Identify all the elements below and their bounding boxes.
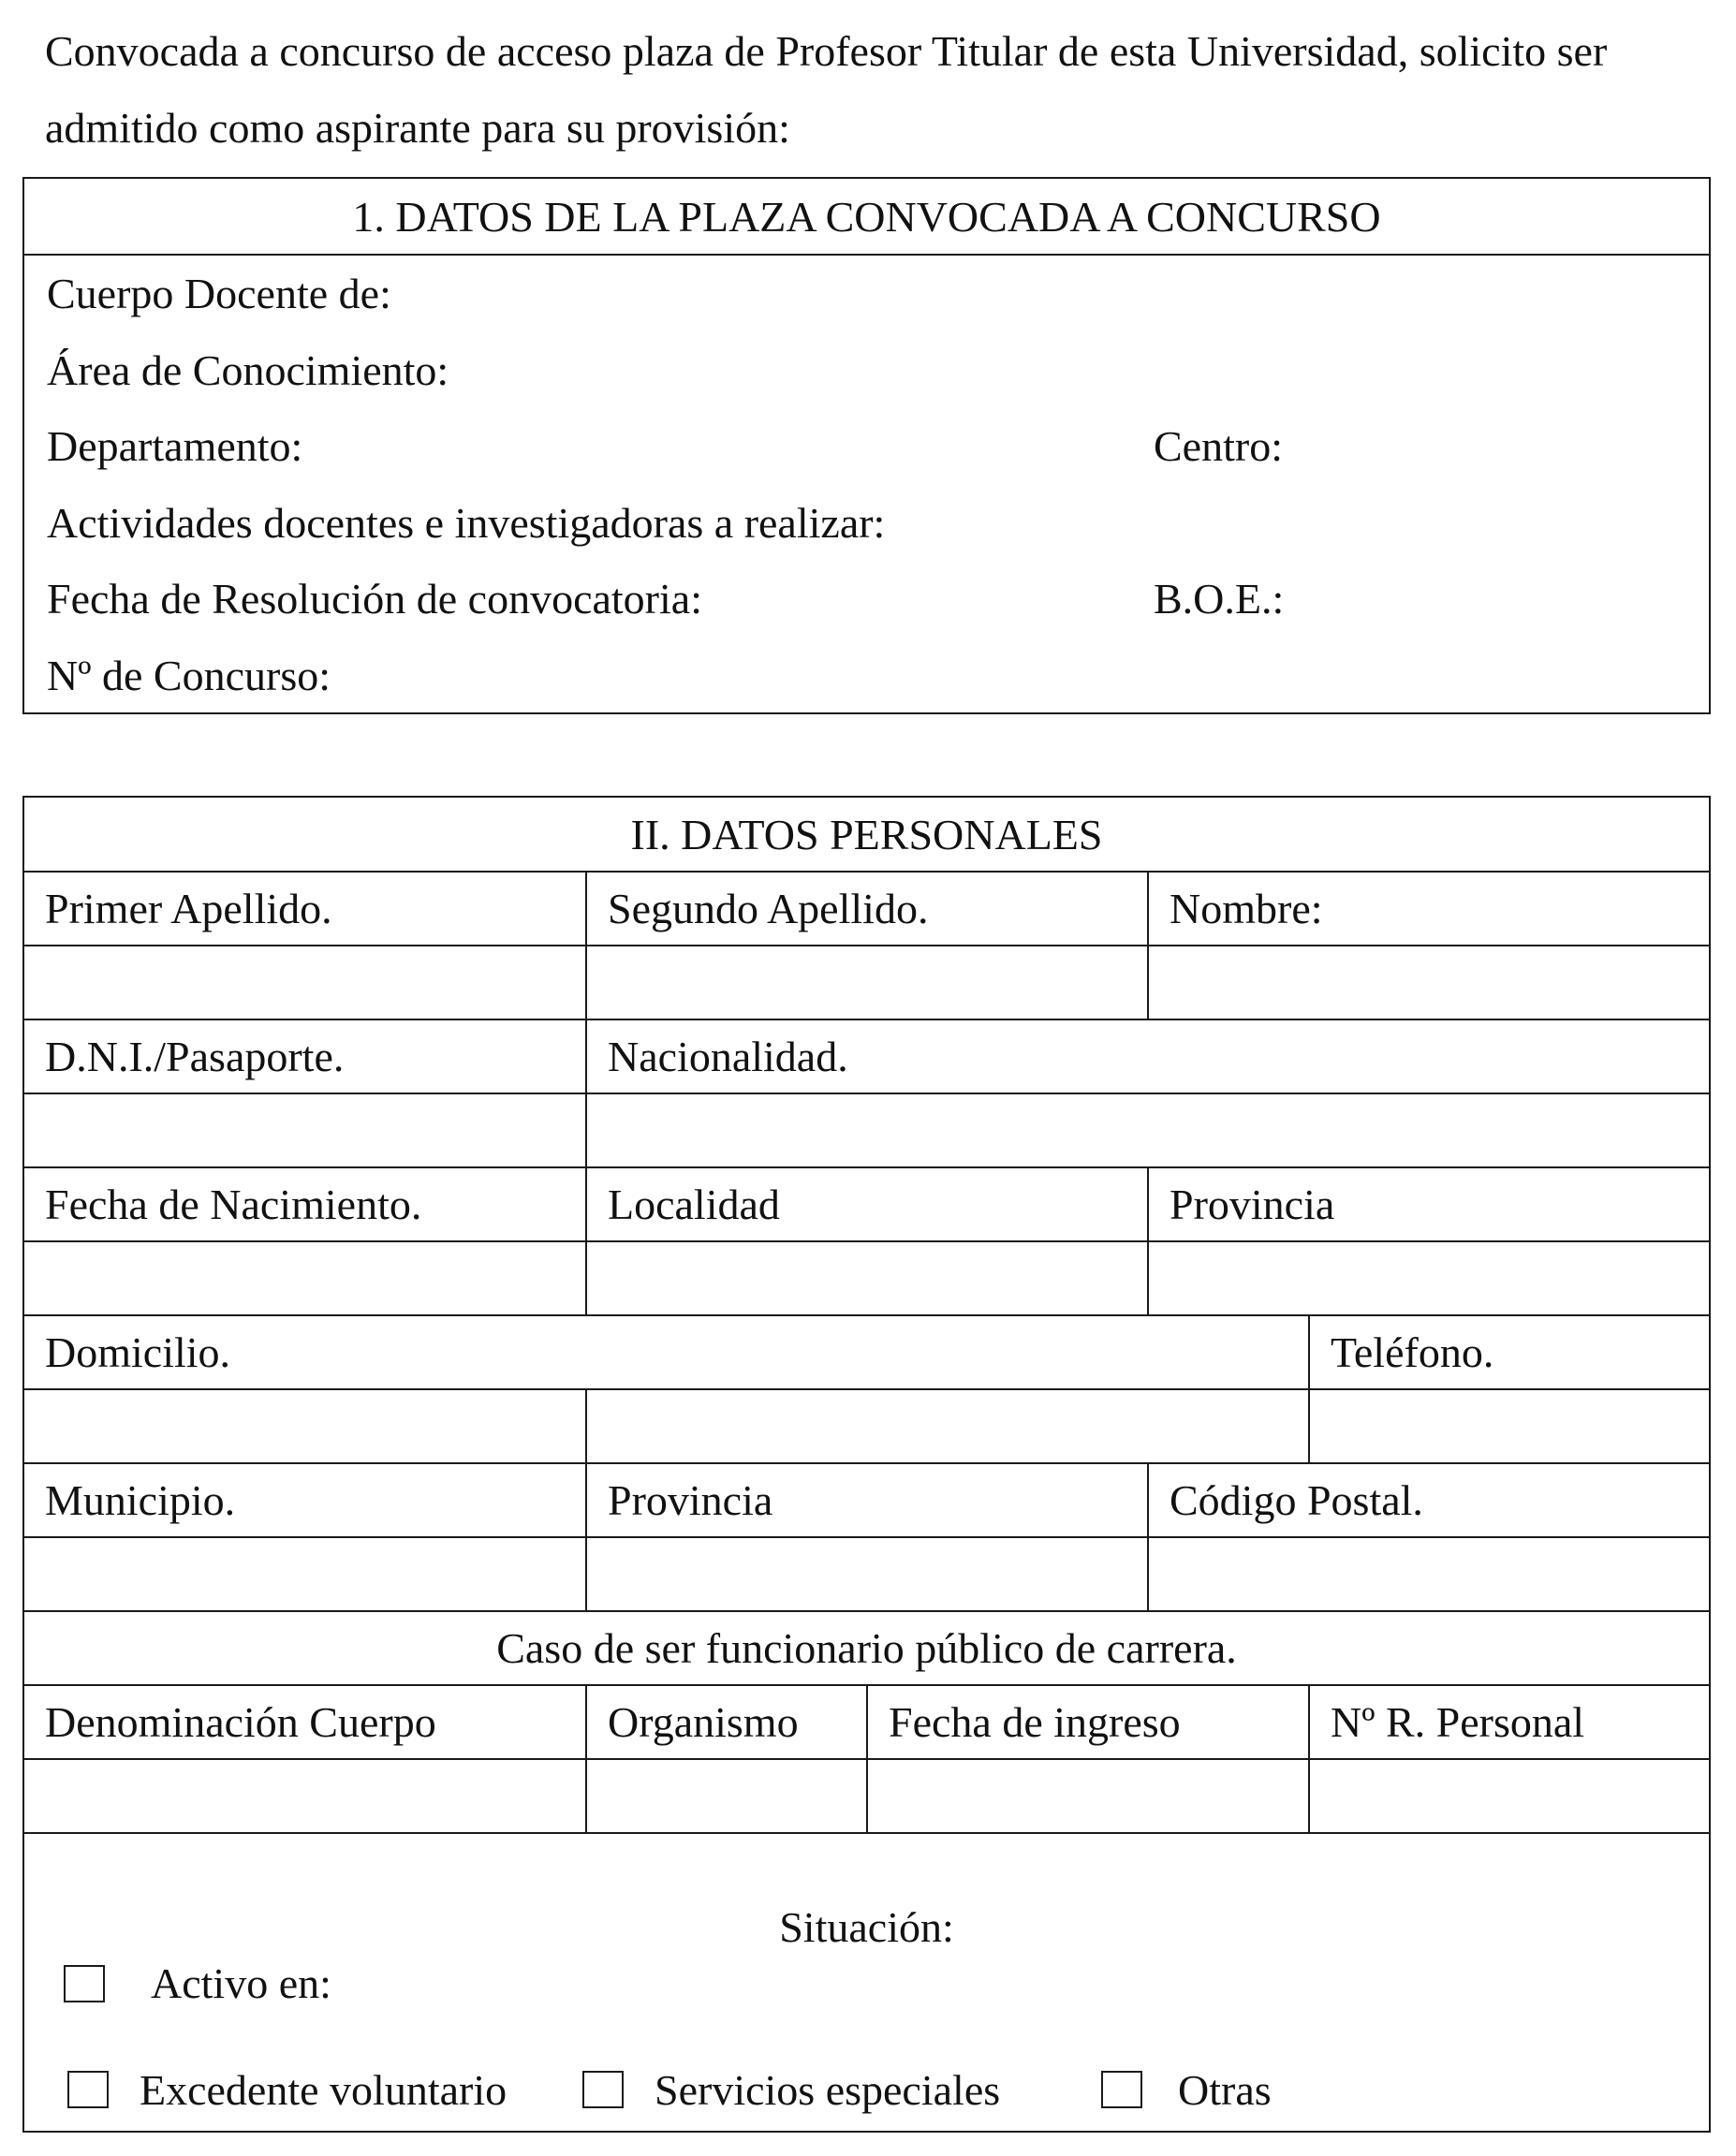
num-concurso-label: Nº de Concurso: bbox=[47, 651, 331, 699]
municipio-field[interactable] bbox=[24, 1537, 586, 1611]
row-num-concurso bbox=[24, 638, 1709, 714]
segundo-apellido-label: Segundo Apellido. bbox=[586, 872, 1148, 946]
telefono-field[interactable] bbox=[1309, 1389, 1709, 1463]
provincia-nacimiento-field[interactable] bbox=[1148, 1241, 1709, 1315]
area-conocimiento-label: Área de Conocimiento: bbox=[47, 345, 449, 394]
row-fecha-resolucion bbox=[24, 561, 1709, 638]
funcionario-heading: Caso de ser funcionario público de carrera. bbox=[24, 1611, 1709, 1685]
dni-label: D.N.I./Pasaporte. bbox=[24, 1019, 586, 1093]
provincia-domicilio-field[interactable] bbox=[586, 1537, 1148, 1611]
row-cuerpo-docente bbox=[24, 256, 1709, 332]
organismo-field[interactable] bbox=[586, 1759, 867, 1833]
primer-apellido-field[interactable] bbox=[24, 946, 586, 1019]
fecha-ingreso-label: Fecha de ingreso bbox=[867, 1685, 1309, 1759]
codigo-postal-field[interactable] bbox=[1148, 1537, 1709, 1611]
intro-paragraph: Convocada a concurso de acceso plaza de Profesor Titular de esta Universidad, solicito ser admitido como aspirante para su provisión: bbox=[45, 27, 1608, 152]
domicilio-field-b[interactable] bbox=[586, 1389, 1309, 1463]
activo-label: Activo en: bbox=[151, 1959, 331, 2007]
fecha-nacimiento-label: Fecha de Nacimiento. bbox=[24, 1167, 586, 1241]
activo-checkbox[interactable] bbox=[64, 1965, 105, 2002]
nacionalidad-label: Nacionalidad. bbox=[586, 1019, 1709, 1093]
row-departamento bbox=[24, 408, 1709, 485]
nombre-label: Nombre: bbox=[1148, 872, 1709, 946]
section-plaza bbox=[22, 177, 1711, 714]
section-personales-title: II. DATOS PERSONALES bbox=[24, 798, 1709, 872]
row-area bbox=[24, 332, 1709, 409]
domicilio-label: Domicilio. bbox=[24, 1315, 1309, 1389]
servicios-checkbox[interactable] bbox=[582, 2071, 624, 2108]
datos-personales-table bbox=[24, 798, 1709, 1834]
organismo-label: Organismo bbox=[586, 1685, 867, 1759]
num-registro-label: Nº R. Personal bbox=[1309, 1685, 1709, 1759]
segundo-apellido-field[interactable] bbox=[586, 946, 1148, 1019]
fecha-ingreso-field[interactable] bbox=[867, 1759, 1309, 1833]
provincia-nacimiento-label: Provincia bbox=[1148, 1167, 1709, 1241]
dni-field[interactable] bbox=[24, 1093, 586, 1167]
denominacion-cuerpo-field[interactable] bbox=[24, 1759, 586, 1833]
situacion-title: Situación: bbox=[779, 1903, 954, 1951]
fecha-nacimiento-field[interactable] bbox=[24, 1241, 586, 1315]
denominacion-cuerpo-label: Denominación Cuerpo bbox=[24, 1685, 586, 1759]
centro-label: Centro: bbox=[1154, 422, 1283, 470]
otras-label: Otras bbox=[1178, 2066, 1272, 2114]
departamento-label: Departamento: bbox=[47, 422, 303, 470]
situacion-block bbox=[24, 1890, 1709, 2131]
section-plaza-title: 1. DATOS DE LA PLAZA CONVOCADA A CONCURSO bbox=[24, 179, 1709, 256]
telefono-label: Teléfono. bbox=[1309, 1315, 1709, 1389]
fecha-resolucion-label: Fecha de Resolución de convocatoria: bbox=[47, 575, 702, 623]
nacionalidad-field[interactable] bbox=[586, 1093, 1709, 1167]
domicilio-field-a[interactable] bbox=[24, 1389, 586, 1463]
excedente-checkbox[interactable] bbox=[67, 2071, 109, 2108]
cuerpo-docente-label: Cuerpo Docente de: bbox=[47, 270, 391, 317]
localidad-label: Localidad bbox=[586, 1167, 1148, 1241]
codigo-postal-label: Código Postal. bbox=[1148, 1463, 1709, 1537]
provincia-domicilio-label: Provincia bbox=[586, 1463, 1148, 1537]
localidad-field[interactable] bbox=[586, 1241, 1148, 1315]
num-registro-field[interactable] bbox=[1309, 1759, 1709, 1833]
row-actividades bbox=[24, 485, 1709, 562]
excedente-label: Excedente voluntario bbox=[140, 2066, 508, 2114]
primer-apellido-label: Primer Apellido. bbox=[24, 872, 586, 946]
boe-label: B.O.E.: bbox=[1154, 575, 1285, 623]
servicios-label: Servicios especiales bbox=[655, 2066, 1001, 2114]
otras-checkbox[interactable] bbox=[1101, 2071, 1142, 2108]
nombre-field[interactable] bbox=[1148, 946, 1709, 1019]
actividades-label: Actividades docentes e investigadoras a realizar: bbox=[47, 498, 886, 547]
municipio-label: Municipio. bbox=[24, 1463, 586, 1537]
section-datos-personales bbox=[22, 796, 1711, 2133]
